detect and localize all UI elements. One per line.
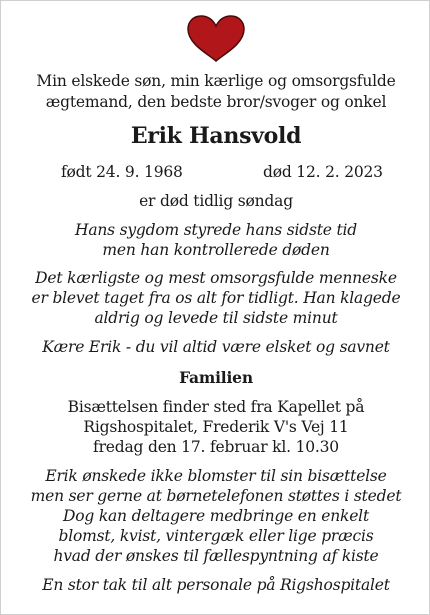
intro-line-1: Min elskede søn, min kærlige og omsorgsfulde xyxy=(36,72,396,90)
birth-date: født 24. 9. 1968 xyxy=(61,163,183,181)
death-date: død 12. 2. 2023 xyxy=(263,163,383,181)
funeral-line-2: Rigshospitalet, Frederik V's Vej 11 xyxy=(83,418,349,436)
verse2-line-2: er blevet taget fra os alt for tidligt. Han klagede xyxy=(31,289,401,307)
verse1-line-1: Hans sygdom styrede hans sidste tid xyxy=(75,221,357,239)
thanks-line: En stor tak til alt personale på Rigshospitalet xyxy=(42,576,390,594)
wishes-line-1: Erik ønskede ikke blomster til sin bisættelse xyxy=(45,467,387,485)
funeral-line-1: Bisættelsen finder sted fra Kapellet på xyxy=(67,398,365,416)
intro-line-2: ægtemand, den bedste bror/svoger og onkel xyxy=(45,93,387,111)
verse2-line-1: Det kærligste og mest omsorgsfulde menneske xyxy=(35,269,397,287)
wishes-line-5: hvad der ønskes til fællespyntning af kiste xyxy=(53,547,379,565)
funeral-line-3: fredag den 17. februar kl. 10.30 xyxy=(93,438,339,456)
farewell-line: Kære Erik - du vil altid være elsket og savnet xyxy=(42,338,390,356)
death-note: er død tidlig søndag xyxy=(139,192,293,210)
wishes-line-3: Dog kan deltagere medbringe en enkelt xyxy=(63,507,369,525)
wishes-line-4: blomst, kvist, vintergæk eller lige præcis xyxy=(58,527,374,545)
verse1-line-2: men han kontrollerede døden xyxy=(102,241,330,259)
deceased-name: Erik Hansvold xyxy=(130,123,302,149)
wishes-line-2: men ser gerne at børnetelefonen støttes i stedet xyxy=(30,487,402,505)
family-signature: Familien xyxy=(179,368,253,387)
verse2-line-3: aldrig og levede til sidste minut xyxy=(94,309,338,327)
heart-icon xyxy=(186,15,246,63)
